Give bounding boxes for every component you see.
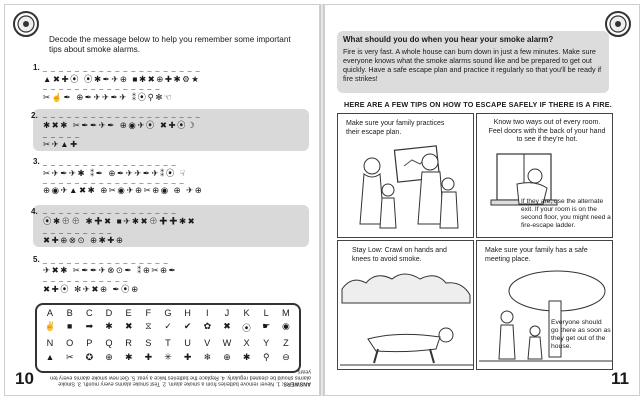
key-symbol: ✔	[183, 321, 192, 331]
key-letter: T	[165, 338, 171, 348]
key-letters-row-1	[41, 308, 295, 318]
key-letter: M	[282, 308, 290, 318]
key-symbol: ✿	[203, 321, 211, 331]
answers-label: ANSWERS:	[281, 381, 311, 387]
key-symbol: ✖	[124, 321, 133, 331]
key-letters-row-2	[41, 338, 295, 348]
tips-heading: HERE ARE A FEW TIPS ON HOW TO ESCAPE SAFELY IF THERE IS A FIRE.	[344, 100, 612, 109]
panel-caption: Make sure your family practices their escape plan.	[346, 120, 445, 136]
page-number: 11	[611, 369, 629, 388]
key-letter: C	[85, 308, 93, 318]
key-letter: K	[243, 308, 250, 318]
key-letter: R	[125, 338, 132, 348]
panel-caption: Know two ways out of every room. Feel doors with the back of your hand to see if they're hot.	[488, 119, 606, 144]
key-symbol: ➡	[85, 321, 93, 331]
cipher-row: ⦿✱⊕⊕ ✱✚✖ ■✈✱✖⊕✚✚✱✖	[43, 216, 197, 226]
key-letter: I	[205, 308, 209, 318]
key-symbol: ◉	[282, 321, 290, 331]
key-symbol: ☛	[262, 321, 271, 331]
cipher-row: ✖✚⦿ ✻✈✖⊕ ✒⦿⊕	[43, 284, 140, 294]
key-symbol: ⊕	[105, 352, 113, 362]
panel-caption: If they are, use the alternate exit. If your room is on the second floor, you might need a fire-escape ladder.	[521, 198, 611, 229]
key-symbol: ✱	[242, 352, 251, 362]
key-symbol: ⊕	[223, 352, 231, 362]
cipher-row: ✂✈✒✈✱ ⁑✒ ⊕✒✈✈✒✈⁑⦿ ☟	[43, 168, 187, 178]
upside-down-answers	[41, 368, 311, 387]
cipher-row: ▲✖✚⦿ ⦿✱✒✈⊕ ■✱✖⊕✚✱⚙★	[43, 74, 201, 84]
key-letter: F	[145, 308, 152, 318]
key-symbol: ⊖	[282, 352, 290, 362]
key-symbol: ✚	[144, 352, 152, 362]
key-letter: X	[243, 338, 250, 348]
key-symbol: ✓	[164, 321, 172, 331]
answer-blanks[interactable]: _ _ _ _ _ _ _ _ _ _ _ _ _ _ _ _ _	[43, 207, 177, 214]
panel-caption: Everyone should go there as soon as they get out of the house.	[551, 319, 611, 350]
puzzle-number: 1.	[33, 63, 40, 72]
key-letter: P	[86, 338, 93, 348]
key-symbol: ⧖	[145, 321, 152, 331]
answer-blanks[interactable]: _ _ _ _ _ _ _ _ _ _ _ _ _ _ _ _ _ _ _ _	[43, 65, 201, 72]
smoke-alarm-icon	[605, 11, 631, 37]
key-letter: U	[184, 338, 191, 348]
key-symbol: ✱	[124, 352, 133, 362]
key-symbol: ✚	[183, 352, 192, 362]
comic-panel-escape-plan	[337, 113, 474, 238]
answer-blanks[interactable]: _ _ _ _ _ _ _ _ _ _ _ _ _ _ _ _ _ _ _ _	[43, 111, 201, 118]
cipher-row: ⊕◉✈▲✖✱ ⊕✂◉✈⊕✂⊕◉ ⊕ ✈⊕	[43, 185, 204, 195]
info-box	[337, 31, 609, 93]
answer-blanks[interactable]: _ _ _ _ _ _ _ _ _	[43, 227, 113, 234]
smoke-alarm-icon	[13, 11, 39, 37]
cipher-row: ✱✖✱ ✂✒✒✈✒ ⊕◉✈⦿ ✖✚⦿☽	[43, 120, 197, 130]
key-letter: Z	[283, 338, 289, 348]
comic-panel-meeting-place	[476, 240, 613, 370]
cipher-row: ✂✈▲✚	[43, 139, 79, 149]
key-letter: D	[105, 308, 113, 318]
cipher-row: ✈✖✱ ✂✒✒✈⊗⊙✒ ⁑⊕✂⊕✒	[43, 265, 178, 275]
puzzle-number: 4.	[31, 207, 38, 216]
panel-caption: Make sure your family has a safe meeting place.	[485, 247, 588, 263]
puzzle-4	[33, 205, 309, 247]
puzzle-2	[33, 109, 309, 151]
key-symbol: ✂	[65, 352, 74, 362]
key-letter: V	[204, 338, 211, 348]
key-letter: J	[224, 308, 230, 318]
answer-blanks[interactable]: _ _ _ _ _ _ _ _ _ _ _	[43, 275, 129, 282]
answer-blanks[interactable]: _ _ _ _ _ _ _ _ _ _ _ _ _ _ _	[43, 83, 161, 90]
cipher-row: ✖✚⊕⊗⊙ ⊕✱✚⊕	[43, 235, 125, 245]
key-letter: Y	[263, 338, 270, 348]
key-letter: W	[222, 338, 232, 348]
key-letter: S	[145, 338, 152, 348]
key-letter: O	[66, 338, 74, 348]
cipher-row: ✂☝✒ ⊕✒✈✈✒✈ ⁑⦿⚲✻☜	[43, 92, 174, 102]
key-letter: N	[46, 338, 54, 348]
answers-text: 1. Never remove batteries from a smoke alarm. 2. Test smoke alarms every month. 3. Smoke alarms should be cleaned regularly. 4. Replace the batteries twice a year. 5. Get new smoke alarms every ten years.	[50, 368, 311, 387]
comic-panel-two-ways-out	[476, 113, 613, 238]
key-letter: B	[66, 308, 73, 318]
comic-panel-stay-low	[337, 240, 474, 370]
key-symbol: ❄	[203, 352, 211, 362]
info-text: Fire is very fast. A whole house can burn down in just a few minutes. Make sure everyone knows what the smoke alarms sound like and be prepared to get out quickly. Have a safe escape plan and practice it regularly so that you'll be ready if fire strikes!	[343, 47, 602, 83]
key-symbol: ⦿	[242, 323, 251, 333]
key-symbols-row-2	[41, 352, 295, 363]
answer-blanks[interactable]: _ _ _ _ _ _ _ _ _ _ _ _ _ _ _ _	[43, 257, 169, 264]
key-symbol: ✳	[164, 352, 172, 362]
booklet-spread	[4, 4, 640, 396]
page-number: 10	[15, 369, 34, 388]
puzzle-number: 2.	[31, 111, 38, 120]
puzzle-1	[33, 63, 309, 103]
puzzle-3	[33, 157, 309, 197]
cipher-key	[35, 303, 301, 373]
answer-blanks[interactable]: _ _ _ _ _ _ _ _ _ _ _ _ _ _ _ _ _	[43, 159, 177, 166]
answer-blanks[interactable]: _ _ _ _ _ _ _ _ _ _ _ _ _ _ _ _ _ _	[43, 177, 185, 184]
key-symbol: ■	[66, 321, 73, 331]
key-letter: G	[164, 308, 172, 318]
key-symbols-row-1	[41, 321, 295, 334]
puzzle-5	[33, 255, 309, 295]
key-letter: Q	[105, 338, 113, 348]
answer-blanks[interactable]: _ _ _ _ _	[43, 131, 81, 138]
puzzle-instructions: Decode the message below to help you remember some important tips about smoke alarms.	[49, 35, 291, 54]
left-page	[4, 4, 320, 396]
key-symbol: ▲	[45, 352, 55, 362]
key-letter: L	[263, 308, 269, 318]
key-symbol: ✪	[85, 352, 93, 362]
puzzle-number: 5.	[33, 255, 40, 264]
key-symbol: ✖	[223, 321, 231, 331]
right-page	[324, 4, 640, 396]
key-symbol: ⚲	[262, 352, 270, 362]
puzzle-number: 3.	[33, 157, 40, 166]
key-symbol: ✱	[105, 321, 113, 331]
panel-caption: Stay Low: Crawl on hands and knees to avoid smoke.	[352, 247, 447, 263]
key-symbol: ✌	[44, 321, 56, 331]
key-letter: A	[46, 308, 54, 318]
key-letter: H	[184, 308, 191, 318]
key-letter: E	[125, 308, 132, 318]
info-title: What should you do when you hear your smoke alarm?	[343, 35, 554, 44]
